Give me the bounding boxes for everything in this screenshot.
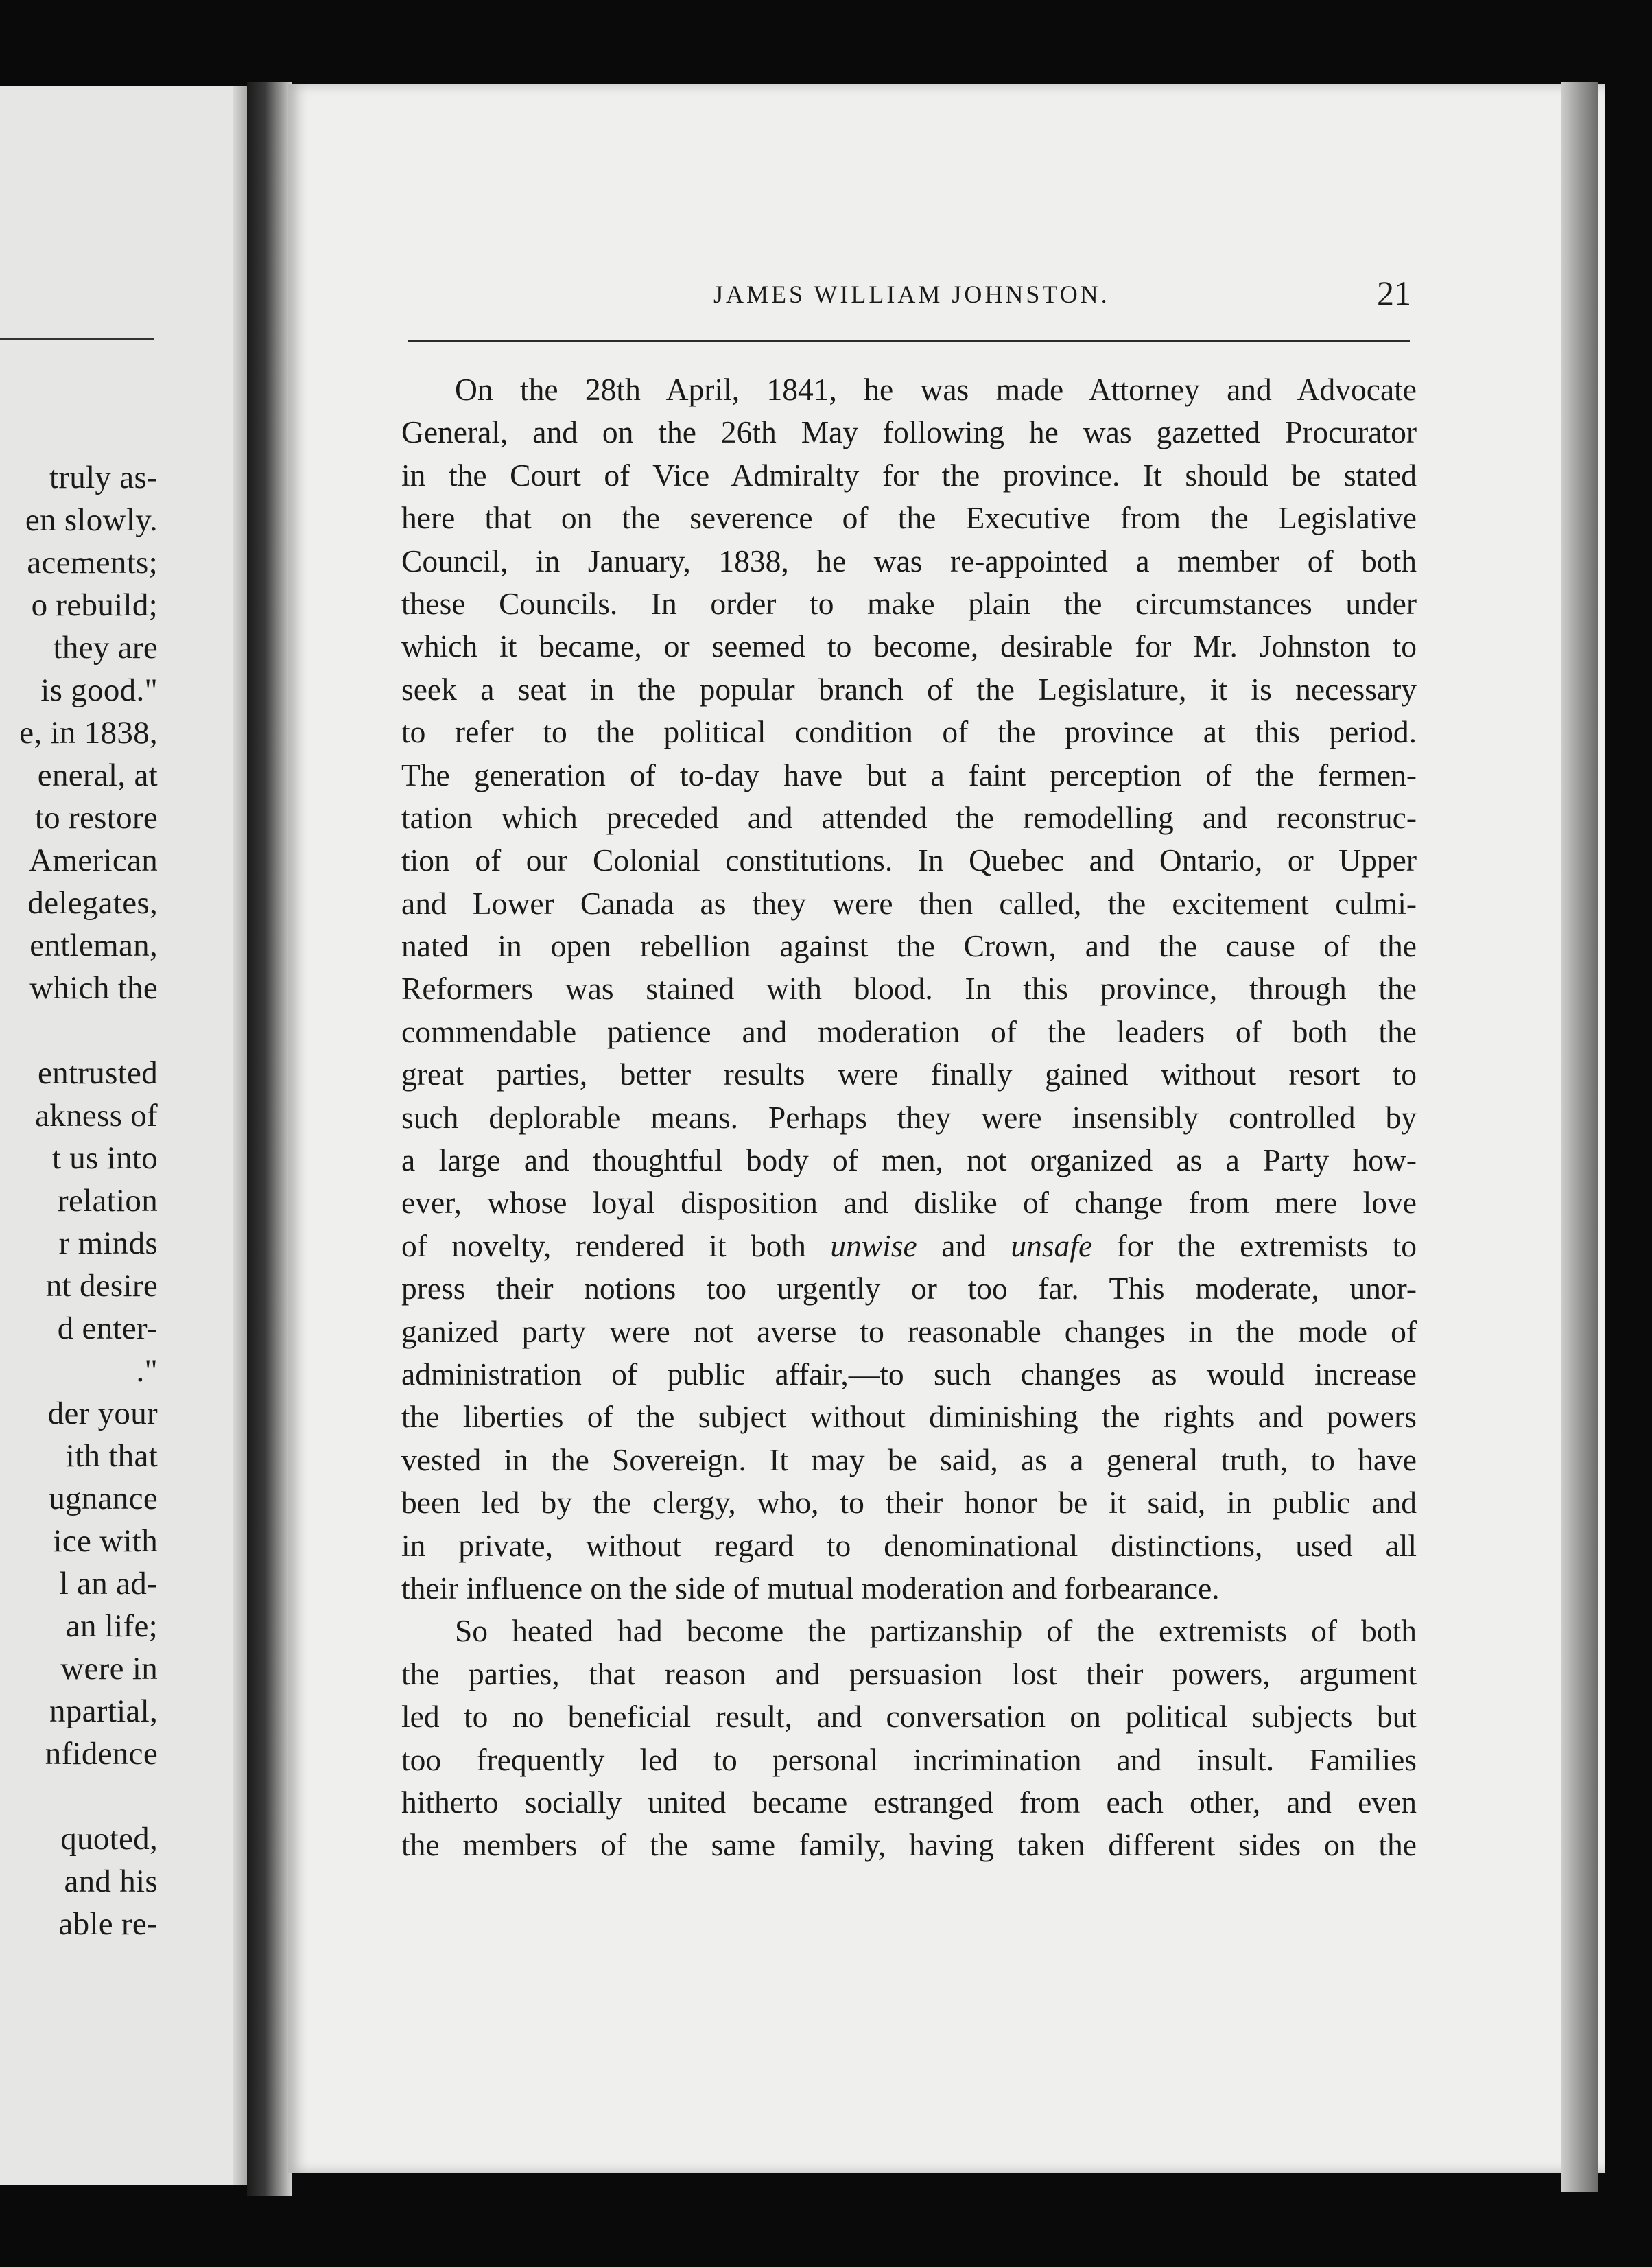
previous-page-line: nfidence [45, 1736, 158, 1772]
text-line: such deplorable means. Perhaps they were insensibly controlled by [401, 1099, 1417, 1135]
previous-page-line: l an ad- [59, 1566, 158, 1601]
text-line: and Lower Canada as they were then called, the excitement culmi- [401, 885, 1417, 921]
italic-word: unsafe [1011, 1228, 1093, 1263]
text-line: seek a seat in the popular branch of the Legislature, it is necessary [401, 671, 1417, 707]
text-line: in private, without regard to denominational distinctions, used all [401, 1527, 1417, 1563]
previous-page-line: which the [30, 970, 158, 1006]
text-line: these Councils. In order to make plain the circumstances under [401, 585, 1417, 621]
text-line: the parties, that reason and persuasion lost their powers, argument [401, 1656, 1417, 1691]
previous-page-line: entrusted [38, 1055, 158, 1091]
previous-page-line: eneral, at [37, 757, 158, 793]
previous-page-line: American [29, 843, 158, 878]
previous-page-line: is good." [40, 672, 158, 708]
text-line: tion of our Colonial constitutions. In Quebec and Ontario, or Upper [401, 843, 1417, 878]
previous-page-line: an life; [65, 1608, 158, 1644]
text-line: hitherto socially united became estranged from each other, and even [401, 1784, 1417, 1820]
text-line: General, and on the 26th May following he was gazetted Procurator [401, 414, 1417, 450]
previous-page-line: to restore [34, 800, 158, 836]
previous-page-line: der your [47, 1396, 158, 1431]
text-line: here that on the severence of the Executive from the Legislative [401, 500, 1417, 536]
previous-page-line: entleman, [30, 928, 158, 963]
previous-page-line: relation [58, 1183, 158, 1219]
text-line: the liberties of the subject without diminishing the rights and powers [401, 1399, 1417, 1435]
previous-page-line: npartial, [49, 1693, 158, 1729]
book-binding [247, 82, 292, 2196]
text-line: press their notions too urgently or too far. This moderate, unor- [401, 1271, 1417, 1306]
text-line: the members of the same family, having taken different sides on the [401, 1827, 1417, 1863]
text-line: to refer to the political condition of the province at this period. [401, 714, 1417, 750]
previous-page-line: en slowly. [25, 502, 158, 538]
text-line: of novelty, rendered it both unwise and unsafe for the extremists to [401, 1228, 1417, 1263]
previous-page-line: ice with [53, 1523, 158, 1559]
text-line: vested in the Sovereign. It may be said, as a general truth, to have [401, 1442, 1417, 1477]
previous-page-line: they are [53, 630, 158, 666]
paragraph-1-continued [401, 1267, 1417, 1610]
paragraph-2 [401, 1610, 1417, 1866]
previous-page-line: quoted, [60, 1821, 158, 1857]
text-line: in the Court of Vice Admiralty for the province. It should be stated [401, 457, 1417, 493]
previous-page-line: ith that [65, 1438, 158, 1474]
previous-page-line: d enter- [57, 1311, 158, 1346]
previous-page-line: were in [60, 1651, 158, 1687]
text-line: great parties, better results were finally gained without resort to [401, 1057, 1417, 1092]
previous-page-line: e, in 1838, [19, 715, 158, 751]
text-line: nated in open rebellion against the Crown, and the cause of the [401, 928, 1417, 964]
previous-page-line: ." [136, 1353, 158, 1389]
text-line: Reformers was stained with blood. In this province, through the [401, 971, 1417, 1007]
text-line: ever, whose loyal disposition and dislike of change from mere love [401, 1185, 1417, 1221]
previous-page-line: akness of [35, 1098, 158, 1134]
text-line: ganized party were not averse to reasonable changes in the mode of [401, 1313, 1417, 1349]
previous-page-line: r minds [58, 1225, 158, 1261]
previous-page-line [19, 1775, 158, 1818]
previous-page-text [19, 456, 158, 1945]
body-text [401, 368, 1417, 1867]
text-line: The generation of to-day have but a faint perception of the fermen- [401, 757, 1417, 792]
previous-page-line: ugnance [49, 1481, 158, 1516]
previous-page-line: o rebuild; [31, 587, 158, 623]
italic-word: unwise [830, 1228, 917, 1263]
previous-page-line: truly as- [49, 460, 158, 495]
previous-page-line: able re- [58, 1906, 158, 1942]
previous-page-header-rule [0, 338, 154, 340]
text-line: tation which preceded and attended the remodelling and reconstruc- [401, 799, 1417, 835]
text-line: been led by the clergy, who, to their honor be it said, in public and [401, 1485, 1417, 1520]
previous-page-line: acements; [27, 545, 158, 580]
paragraph-1 [401, 368, 1417, 1225]
header-rule [408, 340, 1410, 342]
page-edge [1561, 82, 1598, 2192]
text-line: commendable patience and moderation of the leaders of both the [401, 1013, 1417, 1049]
running-title: JAMES WILLIAM JOHNSTON. [713, 281, 1110, 308]
previous-page-line: and his [64, 1864, 158, 1899]
text-line: which it became, or seemed to become, desirable for Mr. Johnston to [401, 629, 1417, 664]
previous-page-line: delegates, [27, 885, 158, 921]
previous-page-line [19, 1009, 158, 1052]
text-line: a large and thoughtful body of men, not organized as a Party how- [401, 1142, 1417, 1178]
text-line: led to no beneficial result, and conversation on political subjects but [401, 1699, 1417, 1735]
text-line: administration of public affair,—to such changes as would increase [401, 1356, 1417, 1391]
text-line: their influence on the side of mutual moderation and forbearance. [401, 1570, 1220, 1606]
text-line: Council, in January, 1838, he was re-appointed a member of both [401, 543, 1417, 578]
previous-page [0, 86, 271, 2185]
text-line: On the 28th April, 1841, he was made Attorney and Advocate [455, 372, 1417, 407]
page-number: 21 [1377, 274, 1411, 312]
text-line: So heated had become the partizanship of the extremists of both [455, 1613, 1417, 1649]
previous-page-line: t us into [51, 1140, 158, 1176]
text-line: too frequently led to personal incrimination and insult. Families [401, 1741, 1417, 1777]
previous-page-line: nt desire [45, 1268, 158, 1304]
